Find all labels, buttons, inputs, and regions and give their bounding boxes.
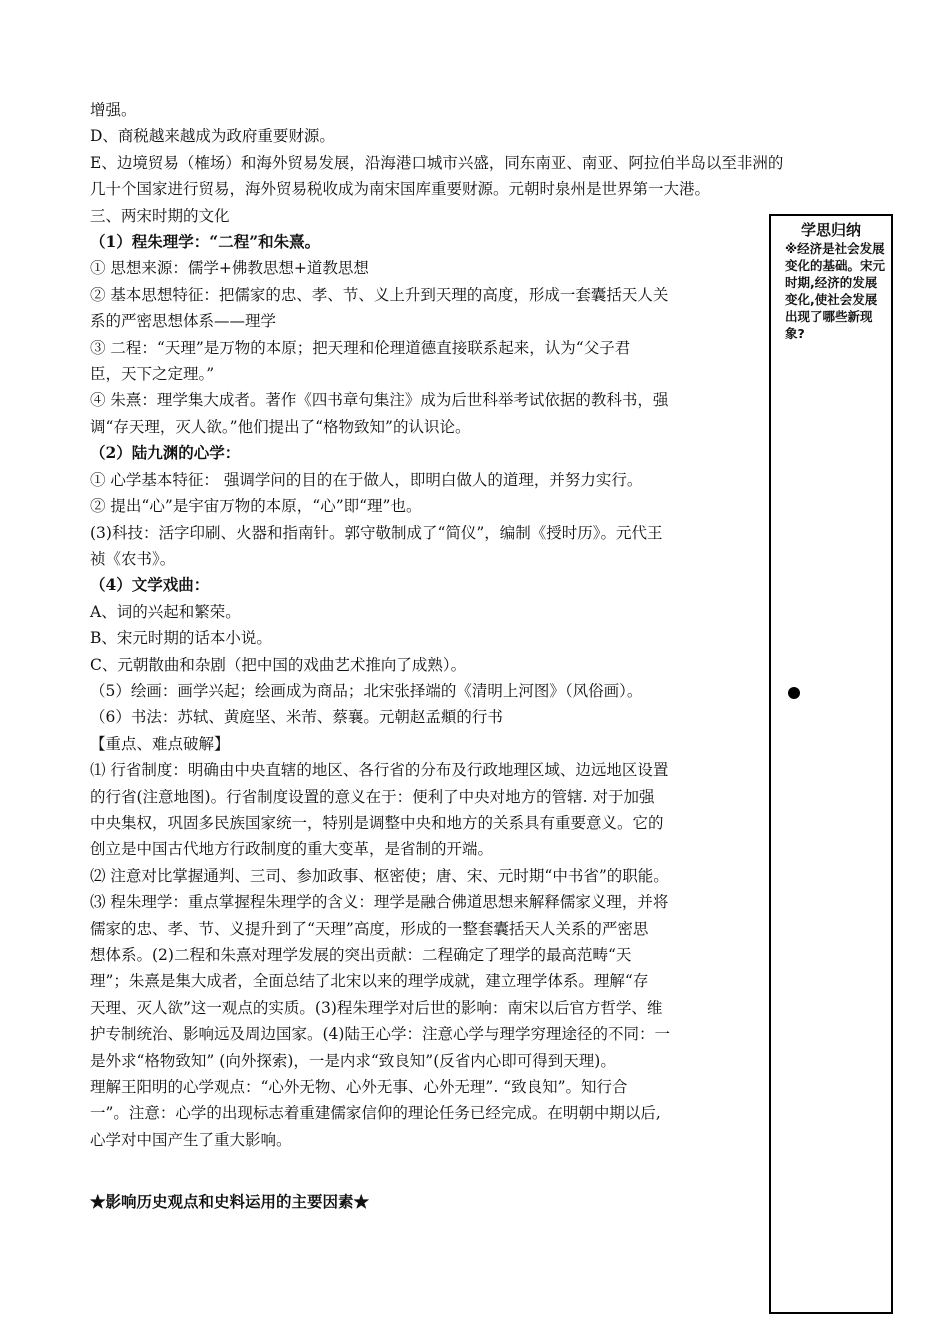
text-line: 中央集权，巩固多民族国家统一，特别是调整中央和地方的关系具有重要意义。它的 [90, 813, 664, 832]
text-line: 调“存天理，灭人欲。”他们提出了“格物致知”的认识论。 [90, 417, 471, 436]
text-line: 【重点、难点破解】 [90, 734, 230, 753]
text-line: A、词的兴起和繁荣。 [90, 602, 241, 621]
text-line: D、商税越来越成为政府重要财源。 [90, 127, 335, 146]
text-line: 想体系。(2)二程和朱熹对理学发展的突出贡献：二程确定了理学的最高范畴“天 [90, 946, 632, 964]
sidebar-title: 学思归纳 [800, 221, 861, 239]
text-line: ① 思想来源：儒学+佛教思想+道教思想 [90, 259, 369, 278]
text-line: E、边境贸易（榷场）和海外贸易发展，沿海港口城市兴盛，同东南亚、南亚、阿拉伯半岛以至非洲的 [90, 153, 784, 172]
text-line: 是外求“格物致知” (向外探索)，一是内求“致良知”(反省内心即可得到天理)。 [90, 1051, 616, 1070]
text-line: 系的严密思想体系——理学 [90, 312, 277, 331]
text-line: ⑴ 行省制度：明确由中央直辖的地区、各行省的分布及行政地理区域、边远地区设置 [90, 761, 669, 780]
text-line: C、元朝散曲和杂剧（把中国的戏曲艺术推向了成熟）。 [90, 655, 467, 674]
text-line: ⑵ 注意对比掌握通判、三司、参加政事、枢密使；唐、宋、元时期“中书省”的职能。 [90, 866, 669, 885]
text-line: 的行省(注意地图)。行省制度设置的意义在于：便利了中央对地方的管辖. 对于加强 [90, 787, 655, 806]
text-line: B、宋元时期的话本小说。 [90, 629, 272, 648]
text-line: （1）程朱理学：“二程”和朱熹。 [90, 232, 321, 252]
sidebar-note: ※经济是社会发展变化的基础。宋元时期,经济的发展变化,使社会发展出现了哪些新现象? [785, 241, 886, 341]
text-line: ② 提出“心”是宇宙万物的本原，“心”即“理”也。 [90, 497, 422, 516]
text-line: 护专制统治、影响远及周边国家。(4)陆王心学：注意心学与理学穷理途径的不同：一 [90, 1025, 670, 1044]
text-line: 几十个国家进行贸易，海外贸易税收成为南宋国库重要财源。元朝时泉州是世界第一大港。 [90, 180, 711, 199]
text-line: 创立是中国古代地方行政制度的重大变革，是省制的开端。 [90, 840, 494, 859]
main-text-column [90, 97, 784, 1216]
text-line: 天理、灭人欲”这一观点的实质。(3)程朱理学对后世的影响：南宋以后官方哲学、维 [90, 998, 663, 1017]
bullet-dot-icon [788, 687, 800, 699]
text-line: 理”；朱熹是集大成者，全面总结了北宋以来的理学成就，建立理学体系。理解“存 [90, 972, 649, 991]
text-line: (3)科技：活字印刷、火器和指南针。郭守敬制成了“简仪”，编制《授时历》。元代王 [90, 523, 663, 542]
text-lines [90, 97, 784, 1153]
text-line: ⑶ 程朱理学：重点掌握程朱理学的含义：理学是融合佛道思想来解释儒家义理，并将 [90, 893, 669, 912]
text-line: 儒家的忠、孝、节、义提升到了“天理”高度，形成的一整套囊括天人关系的严密思 [90, 919, 649, 938]
text-line: 臣，天下之定理。” [90, 365, 215, 384]
text-line: 增强。 [90, 101, 137, 119]
text-line: ④ 朱熹：理学集大成者。著作《四书章句集注》成为后世科举考试依据的教科书，强 [90, 391, 669, 410]
text-line: 心学对中国产生了重大影响。 [90, 1130, 292, 1149]
text-line: （5）绘画：画学兴起；绘画成为商品；北宋张择端的《清明上河图》（风俗画）。 [90, 681, 643, 700]
footer-heading: ★影响历史观点和史料运用的主要因素★ [90, 1192, 370, 1212]
text-line: 理解王阳明的心学观点：“心外无物、心外无事、心外无理”. “致良知”。知行合 [90, 1078, 628, 1097]
text-line: （2）陆九渊的心学： [90, 443, 241, 463]
text-line: ① 心学基本特征： 强调学问的目的在于做人，即明白做人的道理，并努力实行。 [90, 470, 643, 489]
text-line: 三、两宋时期的文化 [90, 206, 230, 225]
text-line: （6）书法：苏轼、黄庭坚、米芾、蔡襄。元朝赵孟頫的行书 [90, 708, 503, 727]
text-line: （4）文学戏曲： [90, 575, 210, 595]
text-line: 祯《农书》。 [90, 549, 176, 568]
text-line: ② 基本思想特征：把儒家的忠、孝、节、义上升到天理的高度，形成一套囊括天人关 [90, 285, 669, 304]
text-line: 一”。注意：心学的出现标志着重建儒家信仰的理论任务已经完成。在明朝中期以后, [90, 1104, 661, 1123]
text-line: ③ 二程：“天理”是万物的本原；把天理和伦理道德直接联系起来，认为“父子君 [90, 338, 631, 357]
notes-sidebar-box [769, 214, 893, 1314]
